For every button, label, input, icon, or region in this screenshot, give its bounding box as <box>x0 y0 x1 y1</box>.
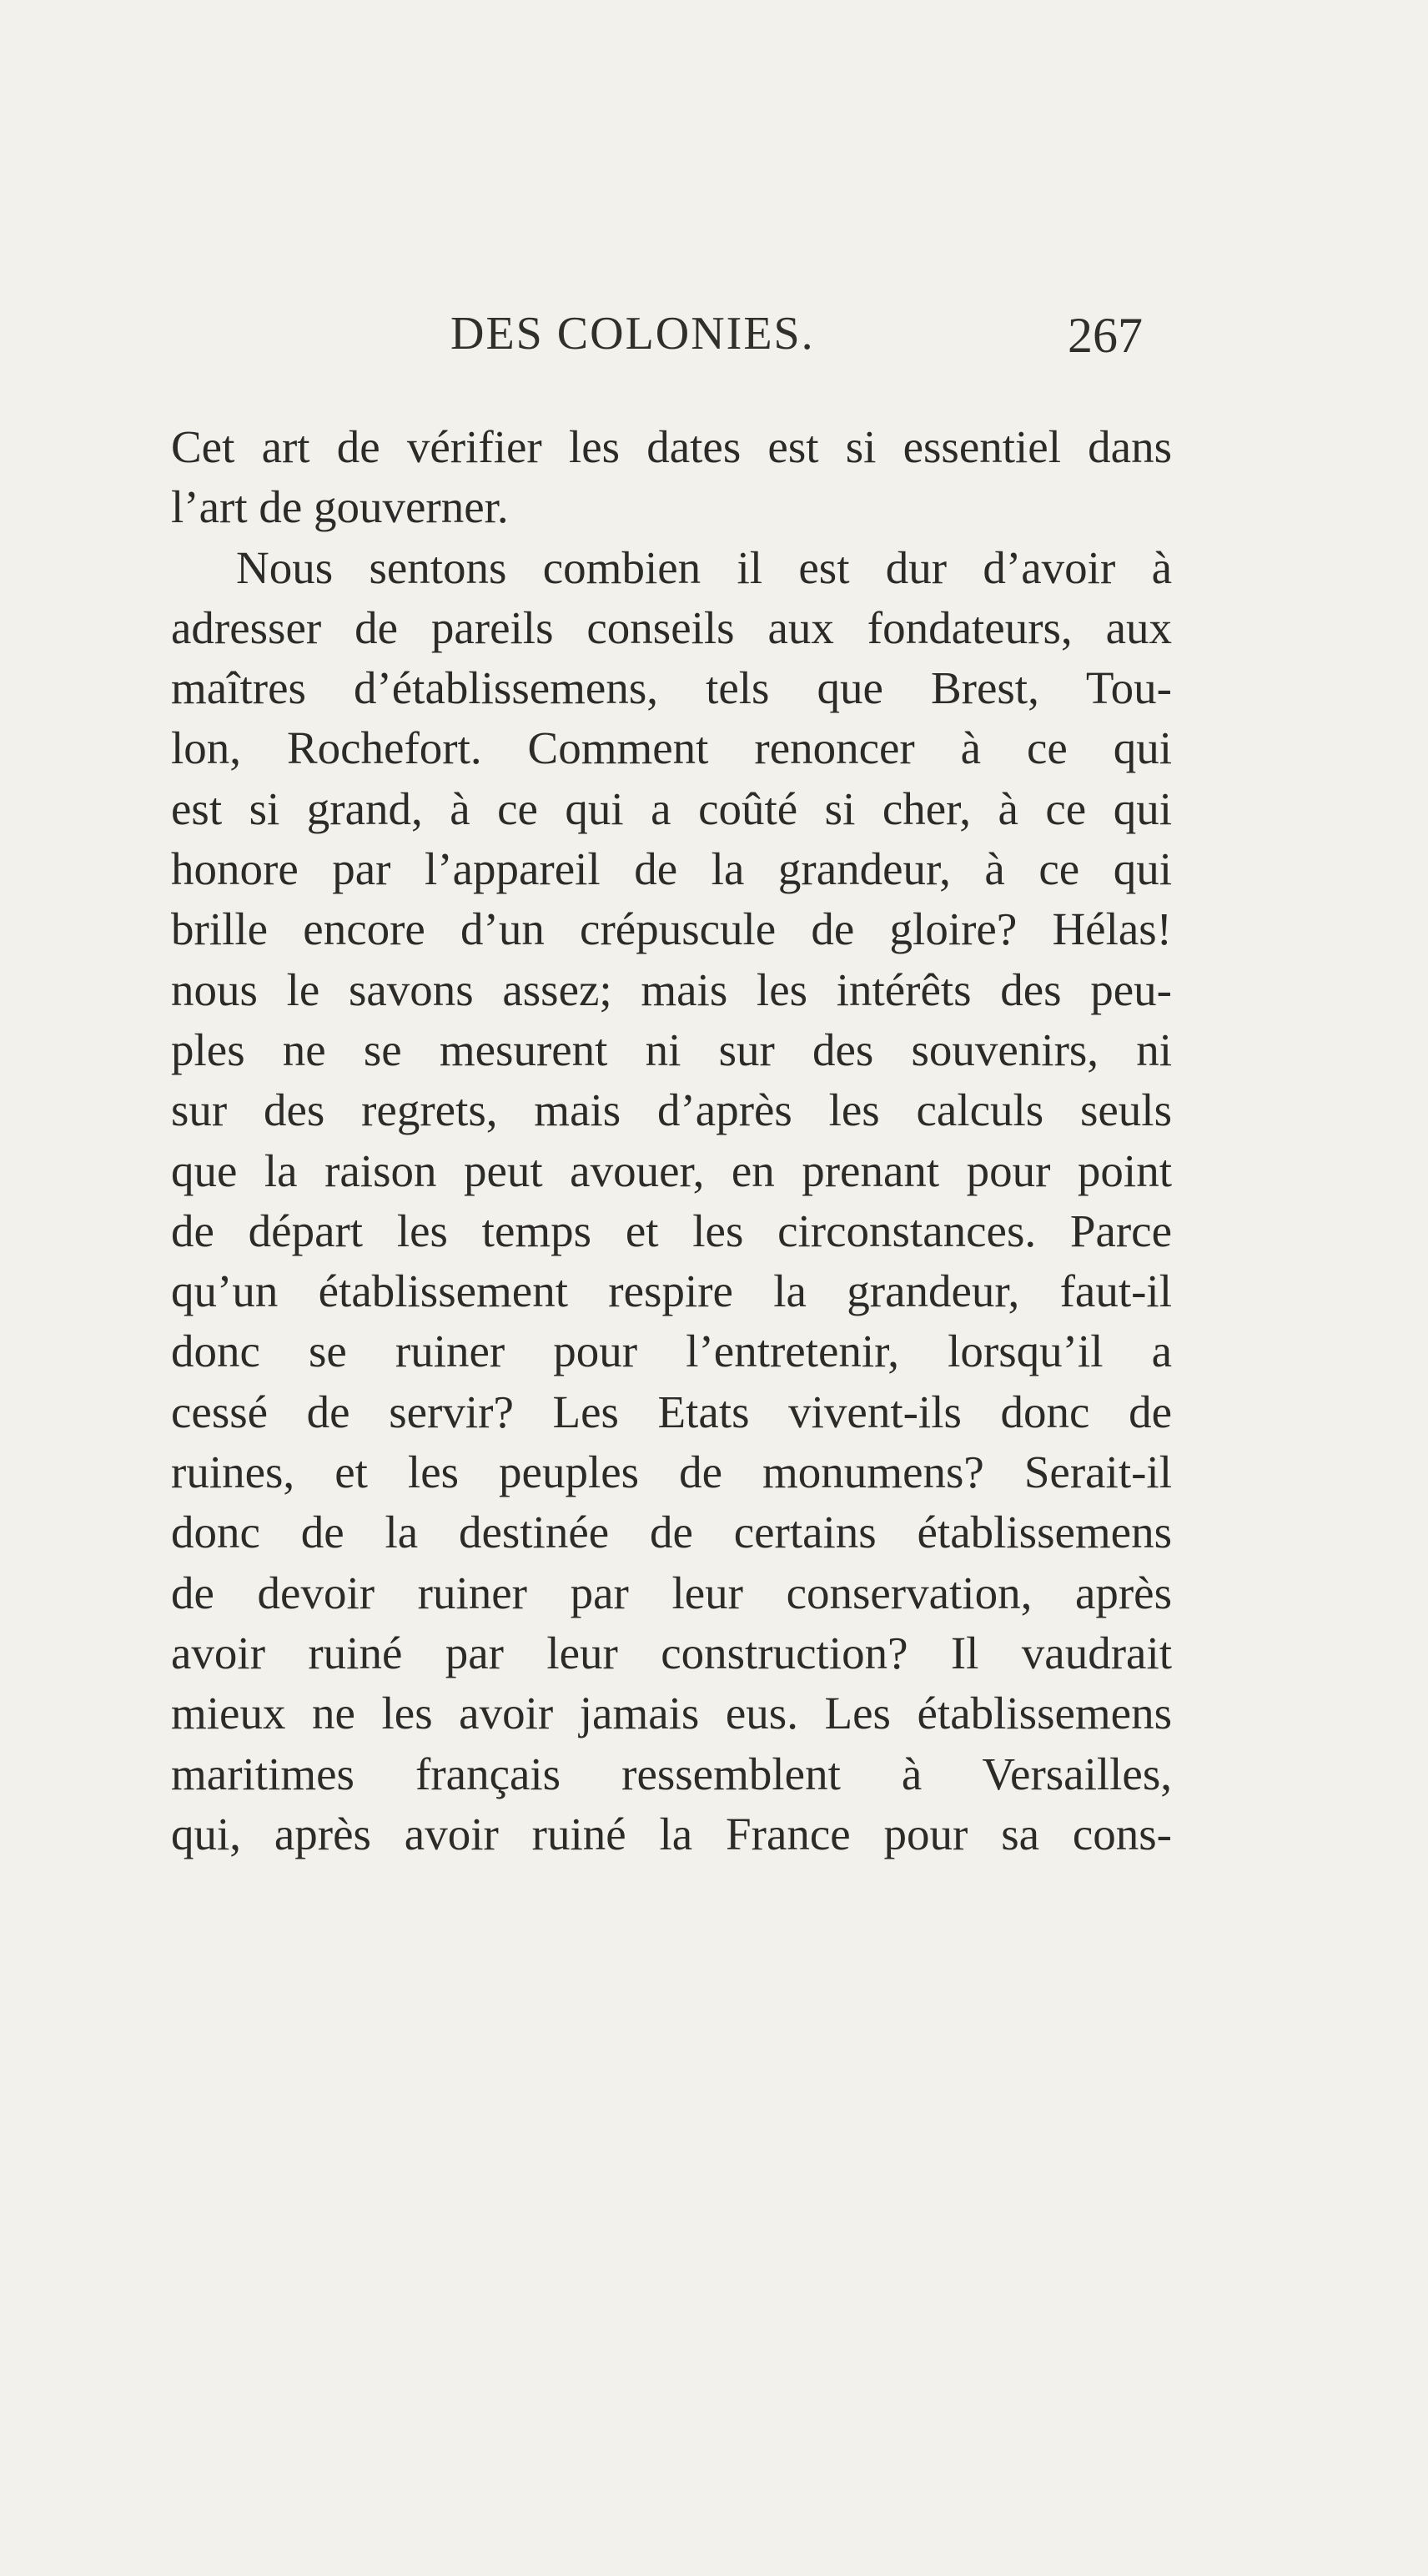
text-line-19: donc de la destinée de certains établissemens <box>171 1507 1172 1558</box>
text-line-6: lon, Rochefort. Comment renoncer à ce qui <box>171 722 1172 774</box>
text-line-12: sur des regrets, mais d’après les calculs seuls <box>171 1084 1172 1136</box>
text-line-15: qu’un établissement respire la grandeur, faut-il <box>171 1265 1172 1317</box>
text-line-7: est si grand, à ce qui a coûté si cher, à ce qui <box>171 782 1172 834</box>
text-line-21: avoir ruiné par leur construction? Il vaudrait <box>171 1627 1172 1678</box>
text-line-14: de départ les temps et les circonstances. Parce <box>171 1205 1172 1256</box>
text-line-4: adresser de pareils conseils aux fondateurs, aux <box>171 601 1172 653</box>
text-line-17: cessé de servir? Les Etats vivent-ils donc de <box>171 1386 1172 1437</box>
text-line-20: de devoir ruiner par leur conservation, après <box>171 1567 1172 1618</box>
text-line-13: que la raison peut avouer, en prenant pour point <box>171 1145 1172 1196</box>
text-line-23: maritimes français ressemblent à Versailles, <box>171 1748 1172 1799</box>
body-text <box>171 417 1172 1864</box>
text-line-10: nous le savons assez; mais les intérêts des peu- <box>171 963 1172 1015</box>
page-number: 267 <box>1068 308 1143 363</box>
running-title: DES COLONIES. <box>450 308 815 360</box>
text-line-9: brille encore d’un crépuscule de gloire? Hélas! <box>171 903 1172 955</box>
text-line-2: l’art de gouverner. <box>171 481 509 533</box>
text-line-11: ples ne se mesurent ni sur des souvenirs, ni <box>171 1024 1172 1075</box>
text-line-18: ruines, et les peuples de monumens? Serait-il <box>171 1446 1172 1498</box>
text-line-22: mieux ne les avoir jamais eus. Les établissemens <box>171 1688 1172 1739</box>
text-line-8: honore par l’appareil de la grandeur, à ce qui <box>171 843 1172 895</box>
text-line-1: Cet art de vérifier les dates est si essentiel dans <box>171 421 1172 472</box>
text-line-5: maîtres d’établissemens, tels que Brest, Tou- <box>171 662 1172 714</box>
text-line-16: donc se ruiner pour l’entretenir, lorsqu’il a <box>171 1326 1172 1377</box>
text-line-3: Nous sentons combien il est dur d’avoir à <box>236 541 1172 593</box>
text-line-24: qui, après avoir ruiné la France pour sa cons- <box>171 1808 1172 1859</box>
running-head <box>167 307 1168 365</box>
